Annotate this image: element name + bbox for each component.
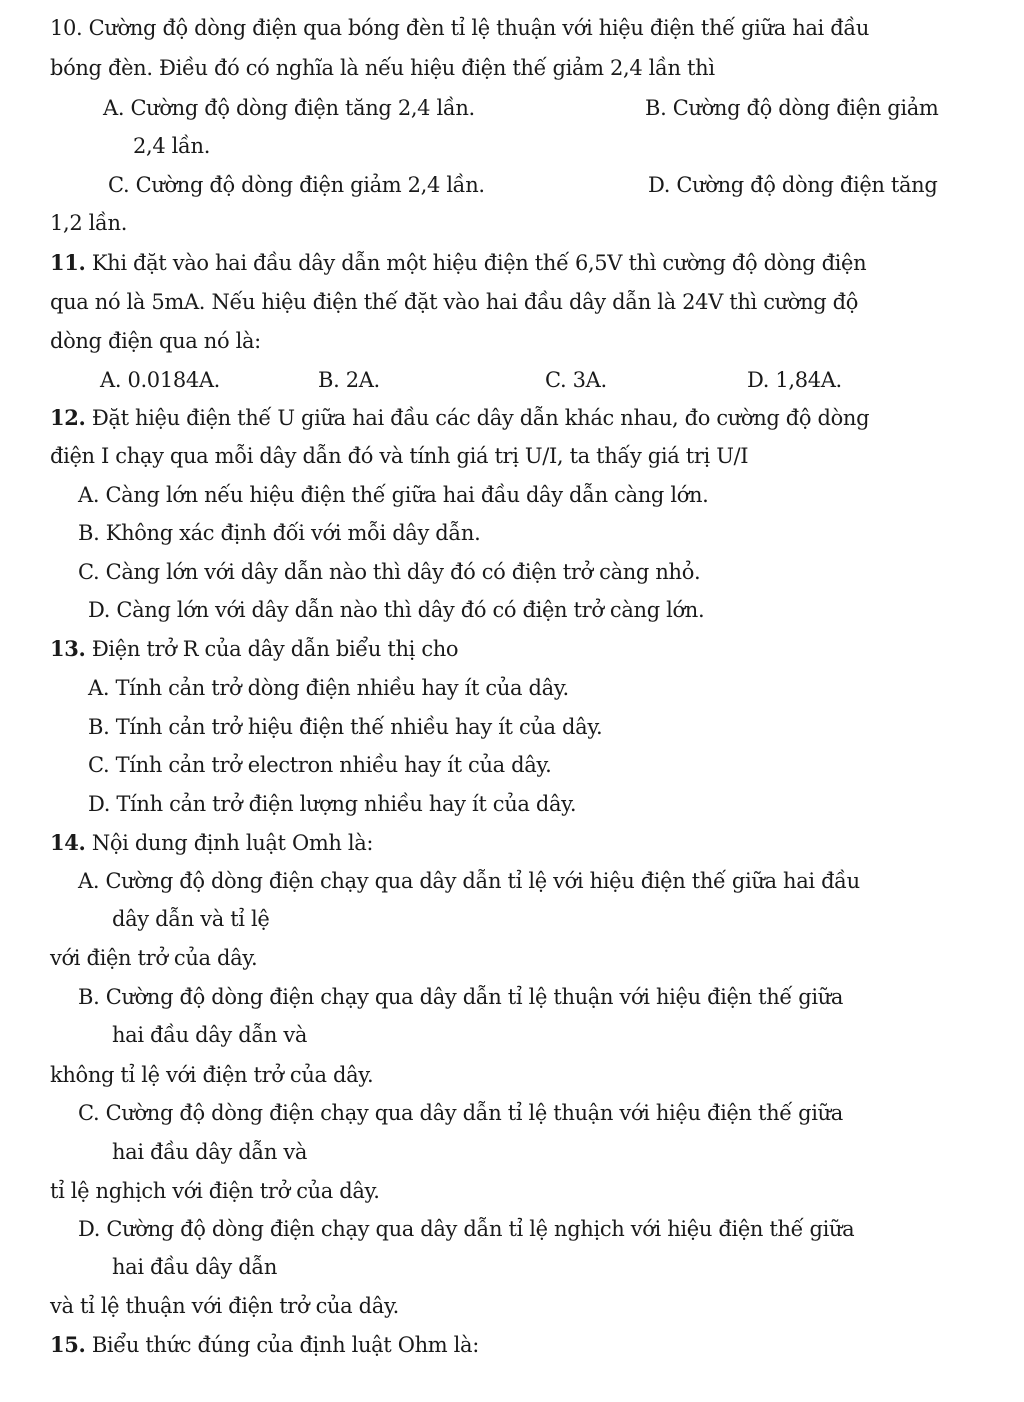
q13-stem-line-1 [0,631,1024,667]
q12-stem-text: điện I chạy qua mỗi dây dẫn đó và tính giá trị U/I, ta thấy giá trị U/I [50,444,749,468]
q14-option-a-line-2 [0,901,1024,937]
q10-option-d: D. Cường độ dòng điện tăng [648,173,938,197]
q14-option-c-line-2 [0,1134,1024,1170]
q14-option-c-text: hai đầu dây dẫn và [112,1140,308,1164]
q14-stem-text: Nội dung định luật Omh là: [91,831,374,855]
q13-stem [50,631,458,667]
q12-option-d-text: D. Càng lớn với dây dẫn nào thì dây đó có điện trở càng lớn. [88,598,705,622]
question-number: 11. [50,250,86,275]
q12-option-a [0,477,1024,513]
q14-option-b-line-2 [0,1017,1024,1053]
q14-stem-line-1 [0,825,1024,861]
q14-option-d-line-3 [0,1288,1024,1324]
q10-stem-text: bóng đèn. Điều đó có nghĩa là nếu hiệu điện thế giảm 2,4 lần thì [50,56,715,80]
q15-stem-line-1 [0,1327,1024,1363]
q14-option-a-text: A. Cường độ dòng điện chạy qua dây dẫn tỉ lệ với hiệu điện thế giữa hai đầu [78,869,860,893]
q12-stem [50,400,869,436]
q13-option-d [0,786,1024,822]
q12-stem-text: Đặt hiệu điện thế U giữa hai đầu các dây dẫn khác nhau, đo cường độ dòng [91,406,870,430]
q14-option-a-text: với điện trở của dây. [50,946,258,970]
q14-option-d-text: và tỉ lệ thuận với điện trở của dây. [50,1294,399,1318]
q11-stem-text: dòng điện qua nó là: [50,329,261,353]
q12-option-b [0,515,1024,551]
q10-stem-line-2 [0,50,1024,86]
q11-option-d: D. 1,84A. [747,368,842,392]
q13-option-c-text: C. Tính cản trở electron nhiều hay ít của dây. [88,753,552,777]
q14-option-d-line-1 [0,1211,1024,1247]
q14-option-b-text: hai đầu dây dẫn và [112,1023,308,1047]
q13-option-a [0,670,1024,706]
q11-stem-line-2 [0,284,1024,320]
q14-option-b-text: không tỉ lệ với điện trở của dây. [50,1063,374,1087]
q10-stem-text: 10. Cường độ dòng điện qua bóng đèn tỉ lệ thuận với hiệu điện thế giữa hai đầu [50,16,870,40]
q13-option-c [0,747,1024,783]
q13-option-b [0,709,1024,745]
q10-option-c: C. Cường độ dòng điện giảm 2,4 lần. [108,173,485,197]
q14-option-b-line-3 [0,1057,1024,1093]
q14-option-d-line-2 [0,1249,1024,1285]
q14-option-c-text: C. Cường độ dòng điện chạy qua dây dẫn tỉ lệ thuận với hiệu điện thế giữa [78,1101,843,1125]
q10-options-row-1 [0,90,1024,126]
q14-option-a-text: dây dẫn và tỉ lệ [112,907,270,931]
q10-stem-line-1 [0,10,1024,46]
q12-option-d [0,592,1024,628]
q12-option-c-text: C. Càng lớn với dây dẫn nào thì dây đó có điện trở càng nhỏ. [78,560,701,584]
question-number: 14. [50,830,86,855]
q13-option-a-text: A. Tính cản trở dòng điện nhiều hay ít của dây. [88,676,569,700]
q15-stem [50,1327,479,1363]
question-number: 13. [50,636,86,661]
q14-option-b-text: B. Cường độ dòng điện chạy qua dây dẫn tỉ lệ thuận với hiệu điện thế giữa [78,985,844,1009]
q10-option-b-continued [0,128,1024,164]
q11-option-a: A. 0.0184A. [100,368,220,392]
q12-option-b-text: B. Không xác định đối với mỗi dây dẫn. [78,521,481,545]
q11-option-c: C. 3A. [545,368,607,392]
q14-option-c-line-3 [0,1173,1024,1209]
q13-stem-text: Điện trở R của dây dẫn biểu thị cho [91,637,459,661]
q14-option-d-text: hai đầu dây dẫn [112,1255,278,1279]
q10-option-b-text: 2,4 lần. [133,134,211,158]
q14-option-c-text: tỉ lệ nghịch với điện trở của dây. [50,1179,380,1203]
q10-options-row-2 [0,167,1024,203]
q12-option-c [0,554,1024,590]
q14-option-d-text: D. Cường độ dòng điện chạy qua dây dẫn tỉ lệ nghịch với hiệu điện thế giữa [78,1217,855,1241]
q11-stem-line-1 [0,245,1024,281]
q10-option-d-text: 1,2 lần. [50,211,128,235]
question-number: 15. [50,1332,86,1357]
q11-option-b: B. 2A. [318,368,380,392]
q10-option-a: A. Cường độ dòng điện tăng 2,4 lần. [103,96,475,120]
q10-option-b: B. Cường độ dòng điện giảm [645,96,939,120]
q14-option-c-line-1 [0,1095,1024,1131]
q15-stem-text: Biểu thức đúng của định luật Ohm là: [91,1333,479,1357]
q11-stem [50,245,866,281]
q14-stem [50,825,373,861]
q14-option-a-line-3 [0,940,1024,976]
q13-option-d-text: D. Tính cản trở điện lượng nhiều hay ít của dây. [88,792,577,816]
q11-options-row [0,362,1024,398]
q12-stem-line-2 [0,438,1024,474]
q14-option-b-line-1 [0,979,1024,1015]
q12-stem-line-1 [0,400,1024,436]
q14-option-a-line-1 [0,863,1024,899]
q11-stem-text: Khi đặt vào hai đầu dây dẫn một hiệu điện thế 6,5V thì cường độ dòng điện [91,251,867,275]
question-number: 12. [50,405,86,430]
q10-option-d-continued [0,205,1024,241]
q11-stem-line-3 [0,323,1024,359]
q13-option-b-text: B. Tính cản trở hiệu điện thế nhiều hay ít của dây. [88,715,603,739]
q12-option-a-text: A. Càng lớn nếu hiệu điện thế giữa hai đầu dây dẫn càng lớn. [78,483,709,507]
q11-stem-text: qua nó là 5mA. Nếu hiệu điện thế đặt vào hai đầu dây dẫn là 24V thì cường độ [50,290,859,314]
